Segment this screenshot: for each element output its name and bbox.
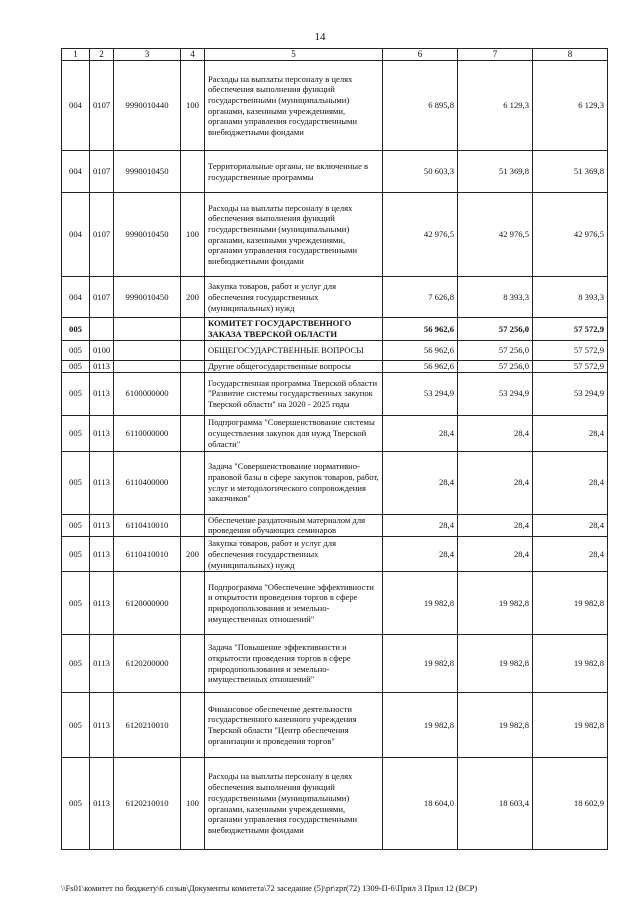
table-row	[62, 372, 608, 415]
description-cell: Финансовое обеспечение деятельности государственного казенного учреждения Тверской области "Центр обеспечения организации и проведения торгов"	[205, 693, 383, 758]
section-code-cell: 0113	[90, 360, 114, 372]
table-row	[62, 451, 608, 514]
target-code-cell: 9990010440	[114, 61, 181, 151]
admin-code-cell: 005	[62, 318, 90, 340]
expense-type-cell	[181, 372, 205, 415]
table-row	[62, 360, 608, 372]
table-row	[62, 415, 608, 451]
section-code-cell	[90, 318, 114, 340]
table-row	[62, 758, 608, 850]
target-code-cell: 6120210010	[114, 693, 181, 758]
admin-code-cell: 005	[62, 758, 90, 850]
description-cell: Обеспечение раздаточным материалом для проведения обучающих семинаров	[205, 514, 383, 536]
section-code-cell: 0113	[90, 693, 114, 758]
page-number: 14	[314, 31, 326, 43]
expense-type-cell: 100	[181, 61, 205, 151]
admin-code-cell: 005	[62, 451, 90, 514]
description-cell: Закупка товаров, работ и услуг для обеспечения государственных (муниципальных) нужд	[205, 537, 383, 572]
section-code-cell: 0107	[90, 193, 114, 277]
target-code-cell: 6120000000	[114, 572, 181, 635]
target-code-cell: 6110410010	[114, 514, 181, 536]
amount-col6-cell: 56 962,6	[383, 360, 458, 372]
amount-col7-cell: 28,4	[458, 537, 533, 572]
target-code-cell: 6120210010	[114, 758, 181, 850]
section-code-cell: 0113	[90, 572, 114, 635]
amount-col7-cell: 51 369,8	[458, 151, 533, 193]
target-code-cell	[114, 340, 181, 360]
description-cell: Подпрограмма "Обеспечение эффективности и открытости проведения торгов в сфере природопользования и земельно-имущественных отношений"	[205, 572, 383, 635]
amount-col8-cell: 18 602,9	[533, 758, 608, 850]
amount-col6-cell: 19 982,8	[383, 693, 458, 758]
amount-col8-cell: 19 982,8	[533, 572, 608, 635]
amount-col8-cell: 42 976,5	[533, 193, 608, 277]
amount-col7-cell: 28,4	[458, 514, 533, 536]
expense-type-cell: 100	[181, 758, 205, 850]
description-cell: ОБЩЕГОСУДАРСТВЕННЫЕ ВОПРОСЫ	[205, 340, 383, 360]
section-code-cell: 0113	[90, 514, 114, 536]
column-header: 6	[383, 49, 458, 61]
amount-col7-cell: 28,4	[458, 451, 533, 514]
amount-col6-cell: 50 603,3	[383, 151, 458, 193]
admin-code-cell: 004	[62, 61, 90, 151]
amount-col8-cell: 57 572,9	[533, 360, 608, 372]
amount-col7-cell: 57 256,0	[458, 318, 533, 340]
expense-type-cell	[181, 572, 205, 635]
target-code-cell	[114, 318, 181, 340]
column-header: 5	[205, 49, 383, 61]
description-cell: Задача "Повышение эффективности и открытости проведения торгов в сфере природопользования и земельно-имущественных отношений"	[205, 635, 383, 693]
admin-code-cell: 005	[62, 514, 90, 536]
amount-col7-cell: 18 603,4	[458, 758, 533, 850]
section-code-cell: 0107	[90, 277, 114, 318]
target-code-cell	[114, 360, 181, 372]
table-row	[62, 61, 608, 151]
admin-code-cell: 005	[62, 537, 90, 572]
section-code-cell: 0113	[90, 415, 114, 451]
target-code-cell: 6100000000	[114, 372, 181, 415]
admin-code-cell: 005	[62, 340, 90, 360]
amount-col6-cell: 7 626,8	[383, 277, 458, 318]
amount-col7-cell: 28,4	[458, 415, 533, 451]
column-header: 1	[62, 49, 90, 61]
expense-type-cell: 200	[181, 537, 205, 572]
target-code-cell: 9990010450	[114, 151, 181, 193]
amount-col6-cell: 28,4	[383, 451, 458, 514]
amount-col6-cell: 56 962,6	[383, 340, 458, 360]
amount-col6-cell: 18 604,0	[383, 758, 458, 850]
amount-col7-cell: 42 976,5	[458, 193, 533, 277]
amount-col7-cell: 19 982,8	[458, 693, 533, 758]
description-cell: Расходы на выплаты персоналу в целях обеспечения выполнения функций государственными (муниципальными) органами, казенными учреждениями, органами управления государственными внебюджетными фондами	[205, 758, 383, 850]
target-code-cell: 6110000000	[114, 415, 181, 451]
amount-col8-cell: 28,4	[533, 537, 608, 572]
expense-type-cell	[181, 451, 205, 514]
expense-type-cell: 100	[181, 193, 205, 277]
section-code-cell: 0113	[90, 635, 114, 693]
description-cell: Задача "Совершенствование нормативно-правовой базы в сфере закупок товаров, работ, услуг и методологического сопровождения заказчиков"	[205, 451, 383, 514]
section-code-cell: 0113	[90, 372, 114, 415]
section-code-cell: 0107	[90, 151, 114, 193]
description-cell: КОМИТЕТ ГОСУДАРСТВЕННОГО ЗАКАЗА ТВЕРСКОЙ ОБЛАСТИ	[205, 318, 383, 340]
expense-type-cell	[181, 340, 205, 360]
admin-code-cell: 005	[62, 415, 90, 451]
table-row	[62, 635, 608, 693]
expense-type-cell: 200	[181, 277, 205, 318]
table-row	[62, 151, 608, 193]
amount-col8-cell: 6 129,3	[533, 61, 608, 151]
amount-col7-cell: 19 982,8	[458, 635, 533, 693]
table-row	[62, 277, 608, 318]
description-cell: Государственная программа Тверской области "Развитие системы государственных закупок Тверской области" на 2020 - 2025 годы	[205, 372, 383, 415]
amount-col7-cell: 6 129,3	[458, 61, 533, 151]
target-code-cell: 9990010450	[114, 193, 181, 277]
amount-col6-cell: 42 976,5	[383, 193, 458, 277]
amount-col7-cell: 19 982,8	[458, 572, 533, 635]
column-header: 2	[90, 49, 114, 61]
description-cell: Территориальные органы, не включенные в государственные программы	[205, 151, 383, 193]
expense-type-cell	[181, 635, 205, 693]
admin-code-cell: 004	[62, 151, 90, 193]
amount-col8-cell: 57 572,9	[533, 340, 608, 360]
amount-col7-cell: 57 256,0	[458, 340, 533, 360]
admin-code-cell: 005	[62, 635, 90, 693]
section-code-cell: 0113	[90, 451, 114, 514]
amount-col8-cell: 51 369,8	[533, 151, 608, 193]
description-cell: Расходы на выплаты персоналу в целях обеспечения выполнения функций государственными (муниципальными) органами, казенными учреждениями, органами управления государственными внебюджетными фондами	[205, 193, 383, 277]
expense-type-cell	[181, 318, 205, 340]
amount-col8-cell: 57 572,9	[533, 318, 608, 340]
table-row	[62, 693, 608, 758]
admin-code-cell: 005	[62, 372, 90, 415]
column-header: 7	[458, 49, 533, 61]
amount-col8-cell: 19 982,8	[533, 635, 608, 693]
amount-col6-cell: 28,4	[383, 537, 458, 572]
column-header: 4	[181, 49, 205, 61]
amount-col8-cell: 28,4	[533, 415, 608, 451]
section-code-cell: 0113	[90, 758, 114, 850]
target-code-cell: 9990010450	[114, 277, 181, 318]
amount-col6-cell: 53 294,9	[383, 372, 458, 415]
amount-col7-cell: 57 256,0	[458, 360, 533, 372]
amount-col8-cell: 28,4	[533, 514, 608, 536]
description-cell: Другие общегосударственные вопросы	[205, 360, 383, 372]
table-row	[62, 537, 608, 572]
budget-table	[61, 48, 608, 850]
amount-col6-cell: 56 962,6	[383, 318, 458, 340]
amount-col6-cell: 19 982,8	[383, 635, 458, 693]
description-cell: Расходы на выплаты персоналу в целях обеспечения выполнения функций государственными (муниципальными) органами, казенными учреждениями, органами управления государственными внебюджетными фондами	[205, 61, 383, 151]
amount-col7-cell: 53 294,9	[458, 372, 533, 415]
expense-type-cell	[181, 360, 205, 372]
amount-col6-cell: 28,4	[383, 514, 458, 536]
column-header: 3	[114, 49, 181, 61]
target-code-cell: 6120200000	[114, 635, 181, 693]
amount-col7-cell: 8 393,3	[458, 277, 533, 318]
section-code-cell: 0113	[90, 537, 114, 572]
admin-code-cell: 005	[62, 360, 90, 372]
target-code-cell: 6110400000	[114, 451, 181, 514]
target-code-cell: 6110410010	[114, 537, 181, 572]
footer-file-path: \\Fs01\комитет по бюджету\6 созыв\Документы комитета\72 заседание (5)\pr\zpr(72) 1309-П-6\Прил 3 Прил 12 (ВСР)	[61, 884, 478, 893]
table-row	[62, 193, 608, 277]
expense-type-cell	[181, 151, 205, 193]
amount-col6-cell: 28,4	[383, 415, 458, 451]
amount-col8-cell: 8 393,3	[533, 277, 608, 318]
amount-col6-cell: 6 895,8	[383, 61, 458, 151]
table-row	[62, 514, 608, 536]
admin-code-cell: 005	[62, 572, 90, 635]
section-code-cell: 0100	[90, 340, 114, 360]
expense-type-cell	[181, 693, 205, 758]
amount-col6-cell: 19 982,8	[383, 572, 458, 635]
admin-code-cell: 004	[62, 193, 90, 277]
description-cell: Подпрограмма "Совершенствование системы осуществления закупок для нужд Тверской области"	[205, 415, 383, 451]
expense-type-cell	[181, 514, 205, 536]
column-number-row	[62, 49, 608, 61]
table-row	[62, 318, 608, 340]
admin-code-cell: 005	[62, 693, 90, 758]
amount-col8-cell: 19 982,8	[533, 693, 608, 758]
description-cell: Закупка товаров, работ и услуг для обеспечения государственных (муниципальных) нужд	[205, 277, 383, 318]
section-code-cell: 0107	[90, 61, 114, 151]
amount-col8-cell: 28,4	[533, 451, 608, 514]
amount-col8-cell: 53 294,9	[533, 372, 608, 415]
admin-code-cell: 004	[62, 277, 90, 318]
column-header: 8	[533, 49, 608, 61]
expense-type-cell	[181, 415, 205, 451]
table-row	[62, 572, 608, 635]
table-row	[62, 340, 608, 360]
